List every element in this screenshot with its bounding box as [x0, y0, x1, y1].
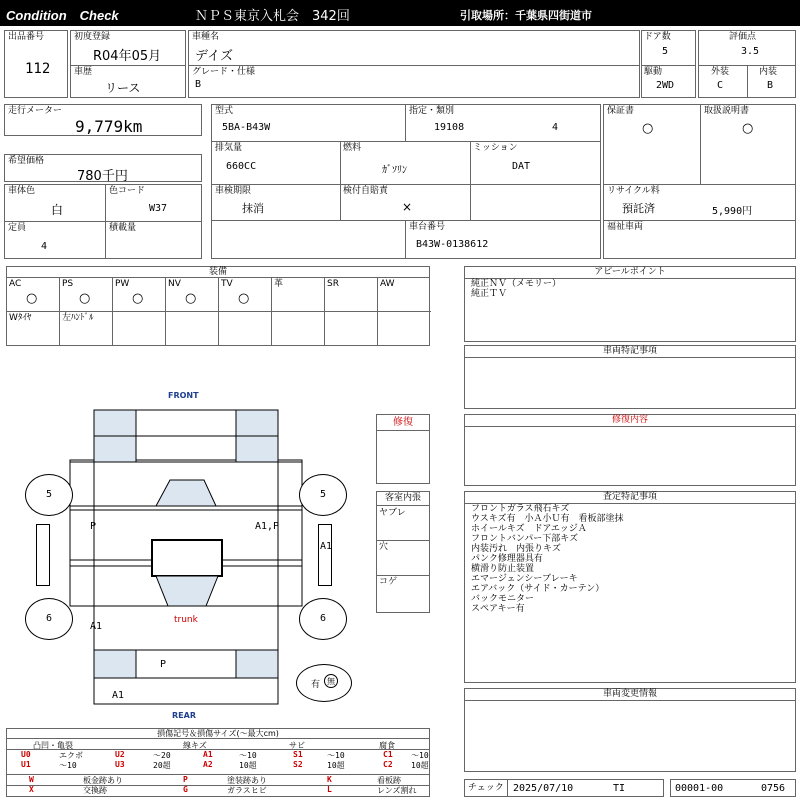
legend-desc: ～10: [411, 751, 429, 760]
mirror-right: [318, 524, 332, 586]
legend-code: U0: [21, 750, 31, 759]
fuel-value: ｶﾞｿﾘﾝ: [382, 165, 407, 176]
equipment-mark: ○: [238, 291, 250, 306]
inspection-note: パンク修理器具有: [471, 554, 543, 564]
damage-right-front: A1,P: [255, 521, 280, 532]
load-label: 積載量: [109, 223, 137, 233]
damage-right-side: A1: [320, 541, 333, 552]
legend-desc: ～10: [327, 751, 345, 760]
history-value: リース: [105, 81, 141, 95]
inspection-notes-list: [471, 504, 624, 614]
legend-divider: [7, 749, 429, 750]
tire-rear-right: 6: [299, 598, 347, 640]
doors-label: ドア数: [644, 32, 671, 42]
color-code-label: 色コード: [109, 186, 146, 196]
rear-label: REAR: [172, 711, 196, 720]
mileage-value: 9,779km: [75, 117, 143, 136]
front-label: FRONT: [168, 391, 199, 400]
legend-header: 凸凹・亀裂: [33, 741, 73, 750]
inspection-note: ウスキズ有 小Ａ小Ｕ有 看板部塗抹: [471, 514, 624, 524]
repair-title: 修復: [377, 415, 429, 431]
drive-label: 駆動: [644, 67, 663, 77]
appeal-line: 純正ＴＶ: [471, 289, 508, 299]
price-box: [4, 154, 202, 182]
spare-tire-label: 有: [311, 680, 321, 690]
first-reg-label: 初度登録: [74, 32, 111, 42]
repair-box: [376, 414, 430, 484]
equipment-label: PW: [115, 279, 130, 289]
equipment-cell: [219, 312, 272, 345]
equipment-cell: [166, 312, 219, 345]
header-center: ＮＰＳ東京入札会 342回: [195, 9, 350, 24]
lot-box: [4, 30, 68, 98]
inspection-notes-panel: [464, 491, 796, 683]
legend-desc: 20超: [153, 761, 171, 770]
displacement-label: 排気量: [215, 143, 243, 153]
legend-desc: 塗装跡あり: [227, 776, 267, 785]
repair-detail-title: 修復内容: [465, 415, 795, 427]
equipment-cell: [166, 278, 219, 312]
inspection-notes-title: 査定特記事項: [465, 492, 795, 504]
insurance-label: 検付自賠責: [343, 186, 389, 196]
footer-number: 0756: [761, 783, 786, 794]
warranty-label: 保証書: [607, 106, 635, 116]
model-label: 型式: [215, 106, 234, 116]
interior-item-1: 穴: [379, 542, 389, 552]
chassis-value: B43W-0138612: [416, 239, 489, 250]
equipment-label: AW: [380, 279, 395, 289]
color-code-value: W37: [149, 203, 168, 214]
inspection-note: エマージェンシーブレーキ: [471, 574, 578, 584]
inspection-note: ホイールキズ ドアエッジＡ: [471, 524, 587, 534]
doors-box: [641, 30, 696, 98]
spare-tire-badge: 無: [324, 674, 338, 688]
grade-label: グレード・仕様: [192, 67, 256, 77]
legend-code: S2: [293, 760, 303, 769]
equipment-mark: ○: [26, 291, 38, 306]
designation-value: 19108: [434, 122, 465, 133]
appeal-lines: [471, 279, 561, 299]
legend-code: S1: [293, 750, 303, 759]
equipment-label: TV: [221, 279, 233, 289]
score-label: 評価点: [729, 32, 757, 42]
damage-rear: P: [160, 659, 167, 670]
ext-label: 外装: [711, 67, 730, 77]
score-value: 3.5: [741, 46, 760, 57]
legend-desc: 10超: [411, 761, 429, 770]
equipment-cell: [378, 278, 431, 312]
ext-value: C: [717, 80, 724, 91]
score-box: [698, 30, 796, 98]
inspection-value: 抹消: [242, 202, 264, 215]
equipment-label: 革: [274, 279, 284, 289]
manual-value: ○: [742, 121, 754, 136]
equipment-label: 左ﾊﾝﾄﾞﾙ: [62, 313, 94, 323]
legend-code: A1: [203, 750, 213, 759]
equipment-mark: ○: [132, 291, 144, 306]
history-label: 車歴: [74, 67, 93, 77]
interior-title: 客室内張: [377, 492, 429, 506]
lot-number: 112: [25, 61, 51, 77]
tire-rear-left: 6: [25, 598, 73, 640]
appeal-title: アピールポイント: [465, 267, 795, 279]
legend-title: 損傷記号＆損傷サイズ(～最大cm): [7, 729, 429, 739]
legend-code: C2: [383, 760, 393, 769]
legend-code: U3: [115, 760, 125, 769]
color-grid: [4, 184, 202, 259]
displacement-value: 660CC: [226, 161, 257, 172]
legend-divider: [7, 785, 429, 786]
interior-item-0: ヤブレ: [379, 508, 406, 518]
damage-bottom: A1: [112, 690, 125, 701]
legend-code: G: [183, 785, 188, 794]
legend-desc: 板金跡あり: [83, 776, 123, 785]
equipment-cell: [272, 278, 325, 312]
tire-front-right: 5: [299, 474, 347, 516]
inspection-label: 車検期限: [215, 186, 252, 196]
equipment-cell: [113, 312, 166, 345]
mission-label: ミッション: [473, 143, 518, 153]
inspection-note: フロントガラス飛石キズ: [471, 504, 570, 514]
damage-left-front: P: [90, 521, 97, 532]
legend-code: L: [327, 785, 332, 794]
drive-value: 2WD: [656, 80, 675, 91]
header-right: 引取場所：千葉県四街道市: [460, 9, 592, 22]
damage-left-rear: A1: [90, 621, 103, 632]
chassis-label: 車台番号: [409, 222, 446, 232]
car-name-label: 車種名: [192, 32, 220, 42]
equipment-cell: [325, 312, 378, 345]
equipment-label: PS: [62, 279, 74, 289]
first-reg-box: [70, 30, 186, 98]
legend-code: U2: [115, 750, 125, 759]
lot-label: 出品番号: [8, 32, 45, 42]
interior-item-2: コゲ: [379, 577, 398, 587]
special-title: 車両特記事項: [465, 346, 795, 358]
equipment-label: SR: [327, 279, 339, 289]
equipment-label: NV: [168, 279, 181, 289]
equipment-mark: ○: [185, 291, 197, 306]
footer-code: [670, 779, 796, 797]
check-checker: TI: [613, 783, 626, 794]
inspection-note: 内装汚れ 内張りキズ: [471, 544, 561, 554]
car-name-value: デイズ: [195, 49, 233, 64]
price-value: 780千円: [77, 169, 128, 184]
equipment-panel: [6, 266, 430, 346]
special-panel: [464, 345, 796, 409]
capacity-label: 定員: [8, 223, 27, 233]
price-label: 希望価格: [8, 156, 45, 166]
car-body-overlay: [70, 436, 302, 678]
designation-label: 指定・類別: [409, 106, 455, 116]
check-date: 2025/07/10: [513, 783, 574, 794]
equipment-cell: [60, 312, 113, 345]
warranty-value: ○: [642, 121, 654, 136]
right-grid: [603, 104, 796, 259]
int-label: 内装: [759, 67, 778, 77]
appeal-line: 純正ＮＶ（メモリー）: [471, 279, 562, 289]
doors-value: 5: [662, 46, 669, 57]
legend-desc: ガラスヒビ: [227, 786, 267, 795]
legend-header: 腐食: [379, 741, 395, 750]
capacity-value: 4: [41, 241, 48, 252]
equipment-cell: [60, 278, 113, 312]
insurance-value: ×: [402, 200, 413, 214]
inspection-note: 横滑り防止装置: [471, 564, 535, 574]
legend-desc: ～10: [59, 761, 77, 770]
changes-title: 車両変更情報: [465, 689, 795, 701]
tire-front-left: 5: [25, 474, 73, 516]
legend-code: W: [29, 775, 34, 784]
legend-desc: 10超: [327, 761, 345, 770]
color-label: 車体色: [8, 186, 36, 196]
equipment-mark: ○: [79, 291, 91, 306]
equipment-cell: [7, 312, 60, 345]
legend-code: P: [183, 775, 188, 784]
repair-detail-panel: [464, 414, 796, 486]
fuel-label: 燃料: [343, 143, 362, 153]
equipment-cell: [219, 278, 272, 312]
legend-divider: [7, 774, 429, 775]
legend-panel: [6, 728, 430, 797]
equipment-cell: [113, 278, 166, 312]
legend-code: X: [29, 785, 34, 794]
check-label: チェック: [468, 783, 504, 793]
legend-desc: 交換跡: [83, 786, 107, 795]
legend-desc: エクボ: [59, 751, 83, 760]
header-bar: [0, 0, 800, 26]
inspection-note: スペアキー有: [471, 604, 525, 614]
first-reg-value: R04年05月: [93, 49, 162, 64]
recycle-status: 預託済: [622, 202, 655, 215]
changes-panel: [464, 688, 796, 772]
legend-desc: ～20: [153, 751, 171, 760]
header-left: Condition Check: [6, 8, 119, 23]
equipment-cell: [378, 312, 431, 345]
inspection-note: バックモニター: [471, 594, 535, 604]
legend-desc: レンズ割れ: [377, 786, 417, 795]
appeal-panel: [464, 266, 796, 342]
manual-label: 取扱説明書: [704, 106, 750, 116]
recycle-label: リサイクル料: [607, 186, 660, 196]
equipment-title: 装備: [7, 267, 429, 278]
legend-desc: ～10: [239, 751, 257, 760]
welfare-label: 福祉車両: [607, 222, 644, 232]
mileage-label: 走行メーター: [8, 106, 63, 116]
spare-tire: [296, 664, 352, 702]
equipment-cell: [272, 312, 325, 345]
equipment-label: Wﾀｲﾔ: [9, 313, 32, 323]
inspection-note: フロントバンパー下部キズ: [471, 534, 579, 544]
equipment-cell: [7, 278, 60, 312]
spec-grid: [211, 104, 601, 259]
inspection-note: エアバック（サイド・カーテン）: [471, 584, 605, 594]
grade-value: B: [195, 79, 202, 90]
car-name-box: [188, 30, 640, 98]
footer-code-value: 00001-00: [675, 783, 724, 794]
footer-check: [464, 779, 664, 797]
equipment-cell: [325, 278, 378, 312]
mirror-left: [36, 524, 50, 586]
color-value: 白: [51, 203, 64, 217]
legend-code: C1: [383, 750, 393, 759]
model-value: 5BA-B43W: [222, 122, 271, 133]
trunk-label: trunk: [174, 615, 198, 625]
legend-desc: 10超: [239, 761, 257, 770]
recycle-fee: 5,990円: [712, 206, 753, 217]
interior-box: [376, 491, 430, 613]
legend-header: 線キズ: [183, 741, 207, 750]
mission-value: DAT: [512, 161, 531, 172]
equipment-label: AC: [9, 279, 22, 289]
legend-header: サビ: [289, 741, 305, 750]
legend-code: U1: [21, 760, 31, 769]
legend-code: A2: [203, 760, 213, 769]
legend-desc: 看板跡: [377, 776, 401, 785]
legend-code: K: [327, 775, 332, 784]
int-value: B: [767, 80, 774, 91]
mileage-box: [4, 104, 202, 136]
classification-value: 4: [552, 122, 559, 133]
